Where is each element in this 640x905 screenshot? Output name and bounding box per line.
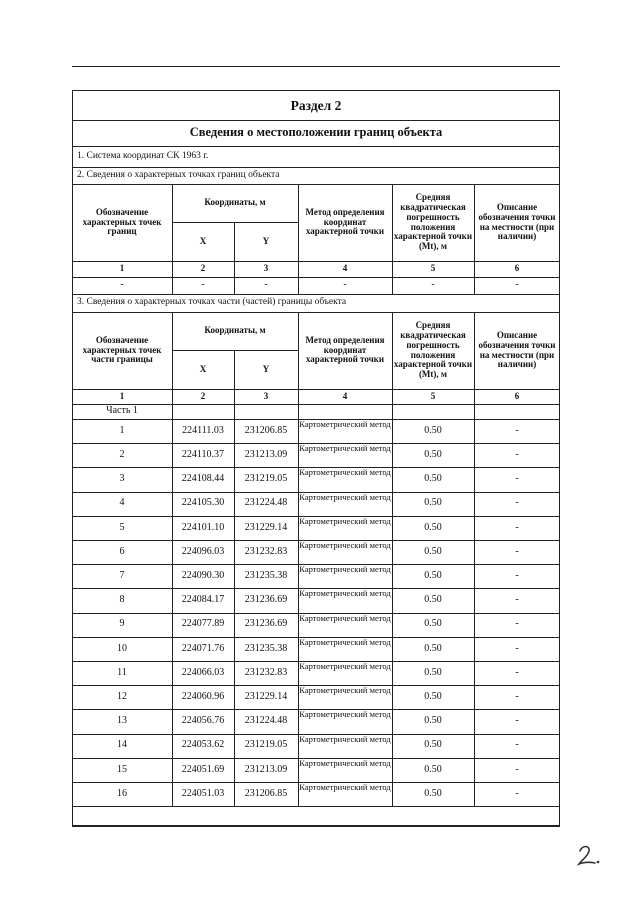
mt-value: 0.50 bbox=[424, 618, 442, 630]
description-cell: - bbox=[515, 763, 519, 775]
t1-col-number: 3 bbox=[263, 263, 269, 274]
mt-value: 0.50 bbox=[424, 715, 442, 727]
coord-x: 224090.30 bbox=[181, 570, 225, 582]
t1-header-designation: Обозначение характерных точек границ bbox=[82, 206, 162, 237]
t1-empty-cell: - bbox=[120, 279, 124, 291]
top-rule bbox=[72, 66, 560, 67]
part-label: Часть 1 bbox=[106, 405, 138, 417]
table-rule bbox=[392, 312, 393, 806]
t1-col-number: 5 bbox=[430, 263, 436, 274]
coord-x: 224084.17 bbox=[181, 594, 225, 606]
description-cell: - bbox=[515, 787, 519, 799]
description-cell: - bbox=[515, 570, 519, 582]
t2-col-number: 6 bbox=[514, 390, 520, 401]
t1-header-coords: Координаты, м bbox=[204, 197, 266, 208]
description-cell: - bbox=[515, 521, 519, 533]
coord-x: 224105.30 bbox=[181, 497, 225, 509]
t1-empty-cell: - bbox=[201, 279, 205, 291]
coord-x: 224071.76 bbox=[181, 642, 225, 654]
mt-value: 0.50 bbox=[424, 666, 442, 678]
table-rule bbox=[72, 167, 560, 168]
coord-y: 231219.05 bbox=[244, 739, 288, 751]
t1-empty-cell: - bbox=[515, 279, 519, 291]
mt-value: 0.50 bbox=[424, 642, 442, 654]
point-number: 15 bbox=[117, 763, 127, 775]
method-cell: Картометрический метод bbox=[299, 564, 391, 575]
mt-value: 0.50 bbox=[424, 691, 442, 703]
handwritten-signature-mark bbox=[576, 842, 602, 868]
coord-y: 231224.48 bbox=[244, 715, 288, 727]
t1-empty-cell: - bbox=[264, 279, 268, 291]
section-subtitle: Сведения о местоположении границ объекта bbox=[189, 125, 443, 140]
method-cell: Картометрический метод bbox=[299, 733, 391, 744]
point-number: 1 bbox=[119, 424, 125, 436]
coord-y: 231235.38 bbox=[244, 642, 288, 654]
coord-x: 224060.96 bbox=[181, 691, 225, 703]
t1-col-number: 1 bbox=[119, 263, 125, 274]
point-number: 13 bbox=[117, 715, 127, 727]
mt-value: 0.50 bbox=[424, 763, 442, 775]
coord-x: 224108.44 bbox=[181, 473, 225, 485]
point-number: 2 bbox=[119, 449, 125, 461]
point-number: 9 bbox=[119, 618, 125, 630]
description-cell: - bbox=[515, 473, 519, 485]
method-cell: Картометрический метод bbox=[299, 588, 391, 599]
description-cell: - bbox=[515, 691, 519, 703]
table-rule bbox=[172, 350, 298, 351]
point-number: 14 bbox=[117, 739, 127, 751]
description-cell: - bbox=[515, 618, 519, 630]
coord-x: 224051.69 bbox=[181, 763, 225, 775]
method-cell: Картометрический метод bbox=[299, 757, 391, 768]
t1-col-number: 6 bbox=[514, 263, 520, 274]
t1-header-method: Метод определения координат характерной точки bbox=[305, 206, 385, 237]
t2-col-number: 1 bbox=[119, 390, 125, 401]
mt-value: 0.50 bbox=[424, 521, 442, 533]
mt-value: 0.50 bbox=[424, 424, 442, 436]
method-cell: Картометрический метод bbox=[299, 685, 391, 696]
point-number: 7 bbox=[119, 570, 125, 582]
table-rule bbox=[72, 826, 560, 827]
coord-x: 224110.37 bbox=[181, 449, 225, 461]
description-cell: - bbox=[515, 449, 519, 461]
method-cell: Картометрический метод bbox=[299, 612, 391, 623]
t1-col-number: 4 bbox=[342, 263, 348, 274]
mt-value: 0.50 bbox=[424, 594, 442, 606]
method-cell: Картометрический метод bbox=[299, 636, 391, 647]
coord-y: 231206.85 bbox=[244, 787, 288, 799]
description-cell: - bbox=[515, 666, 519, 678]
section-title: Раздел 2 bbox=[290, 97, 342, 113]
description-cell: - bbox=[515, 715, 519, 727]
method-cell: Картометрический метод bbox=[299, 467, 391, 478]
table-rule bbox=[298, 312, 299, 806]
t1-header-x: X bbox=[199, 235, 207, 246]
t2-header-y: Y bbox=[262, 363, 270, 374]
point-number: 3 bbox=[119, 473, 125, 485]
coord-y: 231236.69 bbox=[244, 618, 288, 630]
block3-title: 3. Сведения о характерных точках части (частей) границы объекта bbox=[77, 297, 347, 307]
method-cell: Картометрический метод bbox=[299, 709, 391, 720]
method-cell: Картометрический метод bbox=[299, 661, 391, 671]
table-rule bbox=[72, 806, 560, 807]
description-cell: - bbox=[515, 545, 519, 557]
t2-header-error: Средняя квадратическая погрешность положения характерной точки (Mt), м bbox=[393, 319, 473, 380]
t1-empty-cell: - bbox=[343, 279, 347, 291]
t2-header-method: Метод определения координат характерной точки bbox=[305, 334, 385, 365]
coord-y: 231229.14 bbox=[244, 691, 288, 703]
t2-header-designation: Обозначение характерных точек части границы bbox=[82, 334, 162, 365]
method-cell: Картометрический метод bbox=[299, 491, 391, 502]
point-number: 12 bbox=[117, 691, 127, 703]
coord-y: 231224.48 bbox=[244, 497, 288, 509]
point-number: 11 bbox=[117, 666, 127, 678]
coord-x: 224096.03 bbox=[181, 545, 225, 557]
coord-y: 231213.09 bbox=[244, 449, 288, 461]
coord-y: 231219.05 bbox=[244, 473, 288, 485]
method-cell: Картометрический метод bbox=[299, 443, 391, 454]
t2-col-number: 4 bbox=[342, 390, 348, 401]
t1-col-number: 2 bbox=[200, 263, 206, 274]
coord-y: 231232.83 bbox=[244, 545, 288, 557]
method-cell: Картометрический метод bbox=[299, 515, 391, 526]
mt-value: 0.50 bbox=[424, 497, 442, 509]
coord-x: 224056.76 bbox=[181, 715, 225, 727]
mt-value: 0.50 bbox=[424, 473, 442, 485]
coord-y: 231235.38 bbox=[244, 570, 288, 582]
point-number: 6 bbox=[119, 545, 125, 557]
coord-x: 224066.03 bbox=[181, 666, 225, 678]
table-rule bbox=[474, 312, 475, 806]
description-cell: - bbox=[515, 424, 519, 436]
coordinate-system-line: 1. Система координат СК 1963 г. bbox=[77, 151, 209, 161]
t2-col-number: 5 bbox=[430, 390, 436, 401]
point-number: 16 bbox=[117, 787, 127, 799]
table-rule bbox=[234, 350, 235, 806]
coord-y: 231232.83 bbox=[244, 666, 288, 678]
table-rule bbox=[172, 222, 298, 223]
t2-header-coords: Координаты, м bbox=[204, 325, 266, 336]
coord-x: 224077.89 bbox=[181, 618, 225, 630]
method-cell: Картометрический метод bbox=[299, 419, 391, 429]
description-cell: - bbox=[515, 594, 519, 606]
mt-value: 0.50 bbox=[424, 449, 442, 461]
coord-x: 224051.03 bbox=[181, 787, 225, 799]
point-number: 5 bbox=[119, 521, 125, 533]
t2-header-x: X bbox=[199, 363, 207, 374]
method-cell: Картометрический метод bbox=[299, 540, 391, 550]
point-number: 4 bbox=[119, 497, 125, 509]
coord-y: 231206.85 bbox=[244, 424, 288, 436]
description-cell: - bbox=[515, 739, 519, 751]
t1-header-description: Описание обозначения точки на местности (при наличии) bbox=[478, 201, 556, 242]
t1-header-y: Y bbox=[262, 235, 270, 246]
mt-value: 0.50 bbox=[424, 545, 442, 557]
block2-title: 2. Сведения о характерных точках границ объекта bbox=[77, 170, 280, 180]
point-number: 8 bbox=[119, 594, 125, 606]
t2-header-description: Описание обозначения точки на местности (при наличии) bbox=[478, 329, 556, 370]
coord-y: 231236.69 bbox=[244, 594, 288, 606]
table-rule bbox=[172, 312, 173, 806]
table-rule bbox=[72, 146, 560, 147]
point-number: 10 bbox=[117, 642, 127, 654]
table-rule bbox=[72, 294, 560, 295]
coord-x: 224053.62 bbox=[181, 739, 225, 751]
t1-empty-cell: - bbox=[431, 279, 435, 291]
t1-header-error: Средняя квадратическая погрешность положения характерной точки (Mt), м bbox=[393, 191, 473, 252]
coord-y: 231213.09 bbox=[244, 763, 288, 775]
description-cell: - bbox=[515, 497, 519, 509]
t2-col-number: 3 bbox=[263, 390, 269, 401]
mt-value: 0.50 bbox=[424, 787, 442, 799]
coord-x: 224101.10 bbox=[181, 521, 225, 533]
mt-value: 0.50 bbox=[424, 570, 442, 582]
description-cell: - bbox=[515, 642, 519, 654]
method-cell: Картометрический метод bbox=[299, 782, 391, 792]
t2-col-number: 2 bbox=[200, 390, 206, 401]
mt-value: 0.50 bbox=[424, 739, 442, 751]
coord-x: 224111.03 bbox=[182, 424, 224, 436]
coord-y: 231229.14 bbox=[244, 521, 288, 533]
